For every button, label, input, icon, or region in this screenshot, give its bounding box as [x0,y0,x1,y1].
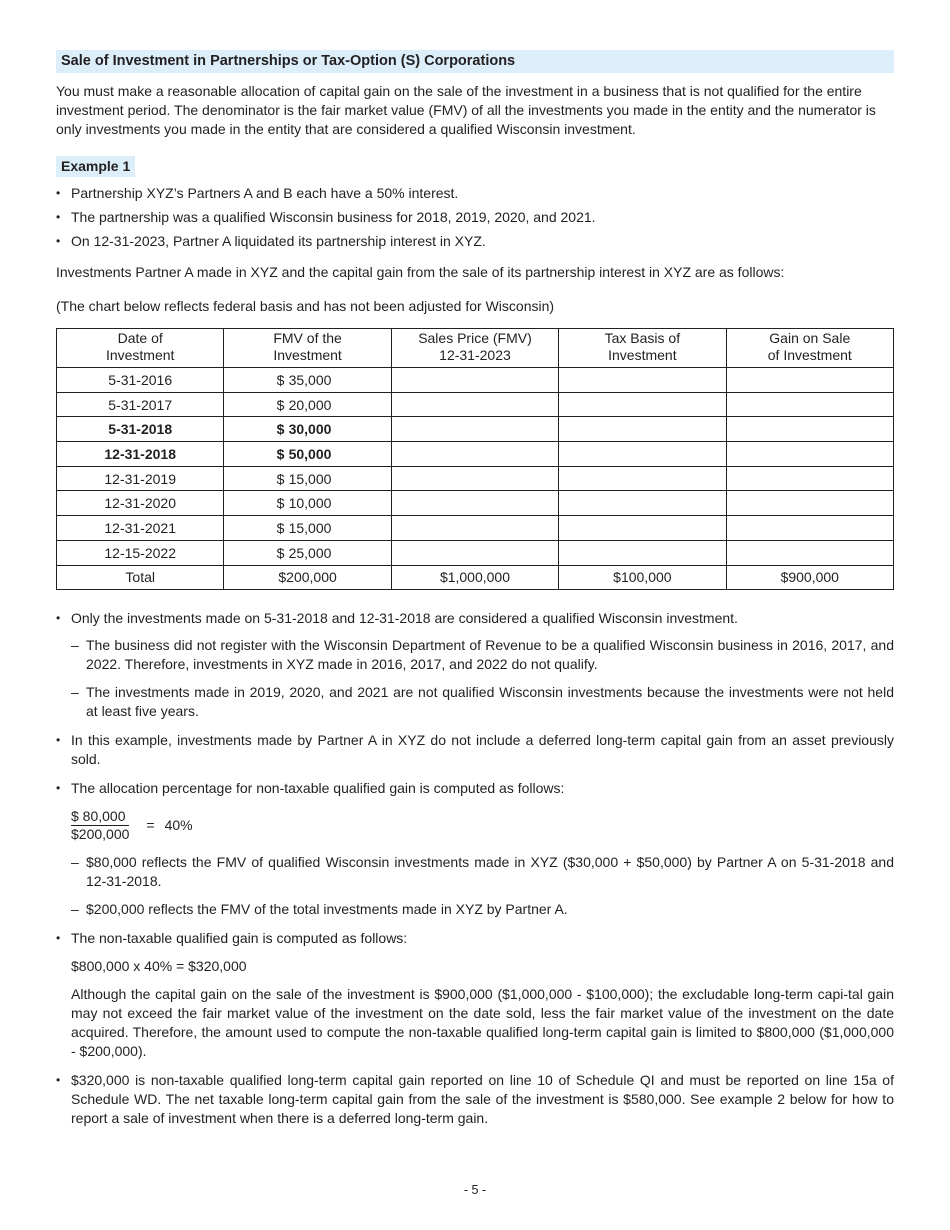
fraction [71,808,129,843]
table-row [57,368,894,393]
chart-note: (The chart below reflects federal basis and has not been adjusted for Wisconsin) [56,298,555,314]
col-header-tax-basis: Tax Basis of Investment [559,329,726,368]
fraction-denominator: $200,000 [71,826,130,843]
cell-date: 5-31-2018 [57,417,224,442]
cell-empty [559,368,726,393]
cell-date: 12-31-2018 [57,442,224,467]
col-header-gain: Gain on Sale of Investment [726,329,893,368]
col-header-sales-price: Sales Price (FMV) 12-31-2023 [391,329,558,368]
cell-total-label: Total [57,565,224,590]
note-subitem: – $80,000 reflects the FMV of qualified Wisconsin investments made in XYZ ($30,000 + $50,000) by Partner A on 5-31-2018 and 12-31-2018. [71,853,894,891]
table-total-row [57,565,894,590]
cell-empty [726,516,893,541]
table-row [57,491,894,516]
cell-empty [559,516,726,541]
table-row [57,466,894,491]
cell-empty [559,442,726,467]
cell-date: 12-15-2022 [57,540,224,565]
note-subitem: – $200,000 reflects the FMV of the total investments made in XYZ by Partner A. [71,900,894,919]
cell-empty [391,417,558,442]
cell-fmv: $ 15,000 [224,516,391,541]
note-sublist [71,853,894,919]
cell-fmv: $ 50,000 [224,442,391,467]
cell-empty [391,491,558,516]
gain-calculation: $800,000 x 40% = $320,000 [71,958,247,975]
cell-date: 12-31-2019 [57,466,224,491]
example-label: Example 1 [56,156,135,177]
cell-total-tax-basis: $100,000 [559,565,726,590]
cell-empty [726,368,893,393]
fraction-numerator: $ 80,000 [71,808,129,826]
table-row-qualified [57,442,894,467]
intro-paragraph: You must make a reasonable allocation of capital gain on the sale of the investment in a business that is not qualified for the entire investment period. The denominator is the fair market value (FMV) of all the investments you made in the entity and the numerator is only investments you made in the entity that are considered a qualified Wisconsin investment. [56,83,876,137]
table-row-qualified [57,417,894,442]
allocation-fraction [71,808,894,843]
cell-empty [391,540,558,565]
cell-empty [726,442,893,467]
cell-empty [726,466,893,491]
table-row [57,392,894,417]
note-item: • In this example, investments made by Partner A in XYZ do not include a deferred long-term capital gain from an asset previously sold. [56,731,894,769]
fact-item: • Partnership XYZ’s Partners A and B each have a 50% interest. [56,184,894,203]
table-row [57,516,894,541]
page-content [56,50,894,1138]
cell-empty [391,368,558,393]
gain-explanation: Although the capital gain on the sale of the investment is $900,000 ($1,000,000 - $100,000); the excludable long-term capi-tal gain may not exceed the fair market value of the investment on the date sold, less the fair market value of the investment on the date acquired. Therefore, the amount used to compute the non-taxable qualified long-term capital gain is limited to $800,000 ($1,000,000 - $200,000). [71,986,894,1060]
facts-list [56,184,894,251]
section-title: Sale of Investment in Partnerships or Tax-Option (S) Corporations [56,50,894,73]
fraction-result: 40% [164,817,193,834]
cell-fmv: $ 10,000 [224,491,391,516]
cell-empty [559,417,726,442]
table-header-row [57,329,894,368]
cell-fmv: $ 20,000 [224,392,391,417]
cell-fmv: $ 15,000 [224,466,391,491]
cell-date: 12-31-2021 [57,516,224,541]
cell-empty [391,466,558,491]
cell-fmv: $ 35,000 [224,368,391,393]
equals-sign: = [146,817,155,834]
cell-empty [391,442,558,467]
notes-list [56,609,894,1128]
cell-empty [559,540,726,565]
cell-empty [559,466,726,491]
note-item: • $320,000 is non-taxable qualified long-term capital gain reported on line 10 of Schedule QI and must be reported on line 15a of Schedule WD. The net taxable long-term capital gain from the sale of the investment is $580,000. See example 2 below for how to report a sale of investment when there is a deferred long-term gain. [56,1071,894,1128]
cell-empty [726,540,893,565]
fact-item: • On 12-31-2023, Partner A liquidated its partnership interest in XYZ. [56,232,894,251]
cell-fmv: $ 25,000 [224,540,391,565]
note-item: • The allocation percentage for non-taxable qualified gain is computed as follows: $\frac{\$ 80,000}{\$200,000}$ = 40% – $80,000 reflects the FMV of qualified Wisconsin investments made in XYZ ($30,000 + $50,000) by Partner A on 5-31-2018 and 12-31-2018. – $200,000 reflects the FMV of the total investments made in XYZ by Partner A. [56,779,894,919]
cell-date: 5-31-2016 [57,368,224,393]
table-row [57,540,894,565]
cell-fmv: $ 30,000 [224,417,391,442]
cell-date: 12-31-2020 [57,491,224,516]
cell-empty [726,417,893,442]
investment-table [56,328,894,590]
note-subitem: – The business did not register with the Wisconsin Department of Revenue to be a qualified Wisconsin business in 2016, 2017, and 2022. Therefore, investments in XYZ made in 2016, 2017, and 2022 do not qualify. [71,636,894,674]
cell-total-sales-price: $1,000,000 [391,565,558,590]
cell-empty [559,491,726,516]
col-header-date: Date of Investment [57,329,224,368]
cell-total-gain: $900,000 [726,565,893,590]
cell-empty [726,491,893,516]
investments-intro: Investments Partner A made in XYZ and the capital gain from the sale of its partnership interest in XYZ are as follows: [56,264,785,280]
note-item: • The non-taxable qualified gain is computed as follows: $800,000 x 40% = $320,000 Although the capital gain on the sale of the investment is $900,000 ($1,000,000 - $100,000); the excludable long-term capi-tal gain may not exceed the fair market value of the investment on the date sold, less the fair market value of the investment on the date acquired. Therefore, the amount used to compute the non-taxable qualified long-term capital gain is limited to $800,000 ($1,000,000 - $200,000). [56,929,894,1061]
page-number: - 5 - [463,1183,487,1197]
note-subitem: – The investments made in 2019, 2020, and 2021 are not qualified Wisconsin investments because the investments were not held at least five years. [71,683,894,721]
cell-empty [391,516,558,541]
fact-item: • The partnership was a qualified Wisconsin business for 2018, 2019, 2020, and 2021. [56,208,894,227]
cell-empty [559,392,726,417]
cell-total-fmv: $200,000 [224,565,391,590]
col-header-fmv: FMV of the Investment [224,329,391,368]
note-item: • Only the investments made on 5-31-2018 and 12-31-2018 are considered a qualified Wisconsin investment. – The business did not register with the Wisconsin Department of Revenue to be a qualified Wisconsin business in 2016, 2017, and 2022. Therefore, investments in XYZ made in 2016, 2017, and 2022 do not qualify. – The investments made in 2019, 2020, and 2021 are not qualified Wisconsin investments because the investments were not held at least five years. [56,609,894,721]
cell-date: 5-31-2017 [57,392,224,417]
cell-empty [391,392,558,417]
note-sublist [71,636,894,721]
cell-empty [726,392,893,417]
